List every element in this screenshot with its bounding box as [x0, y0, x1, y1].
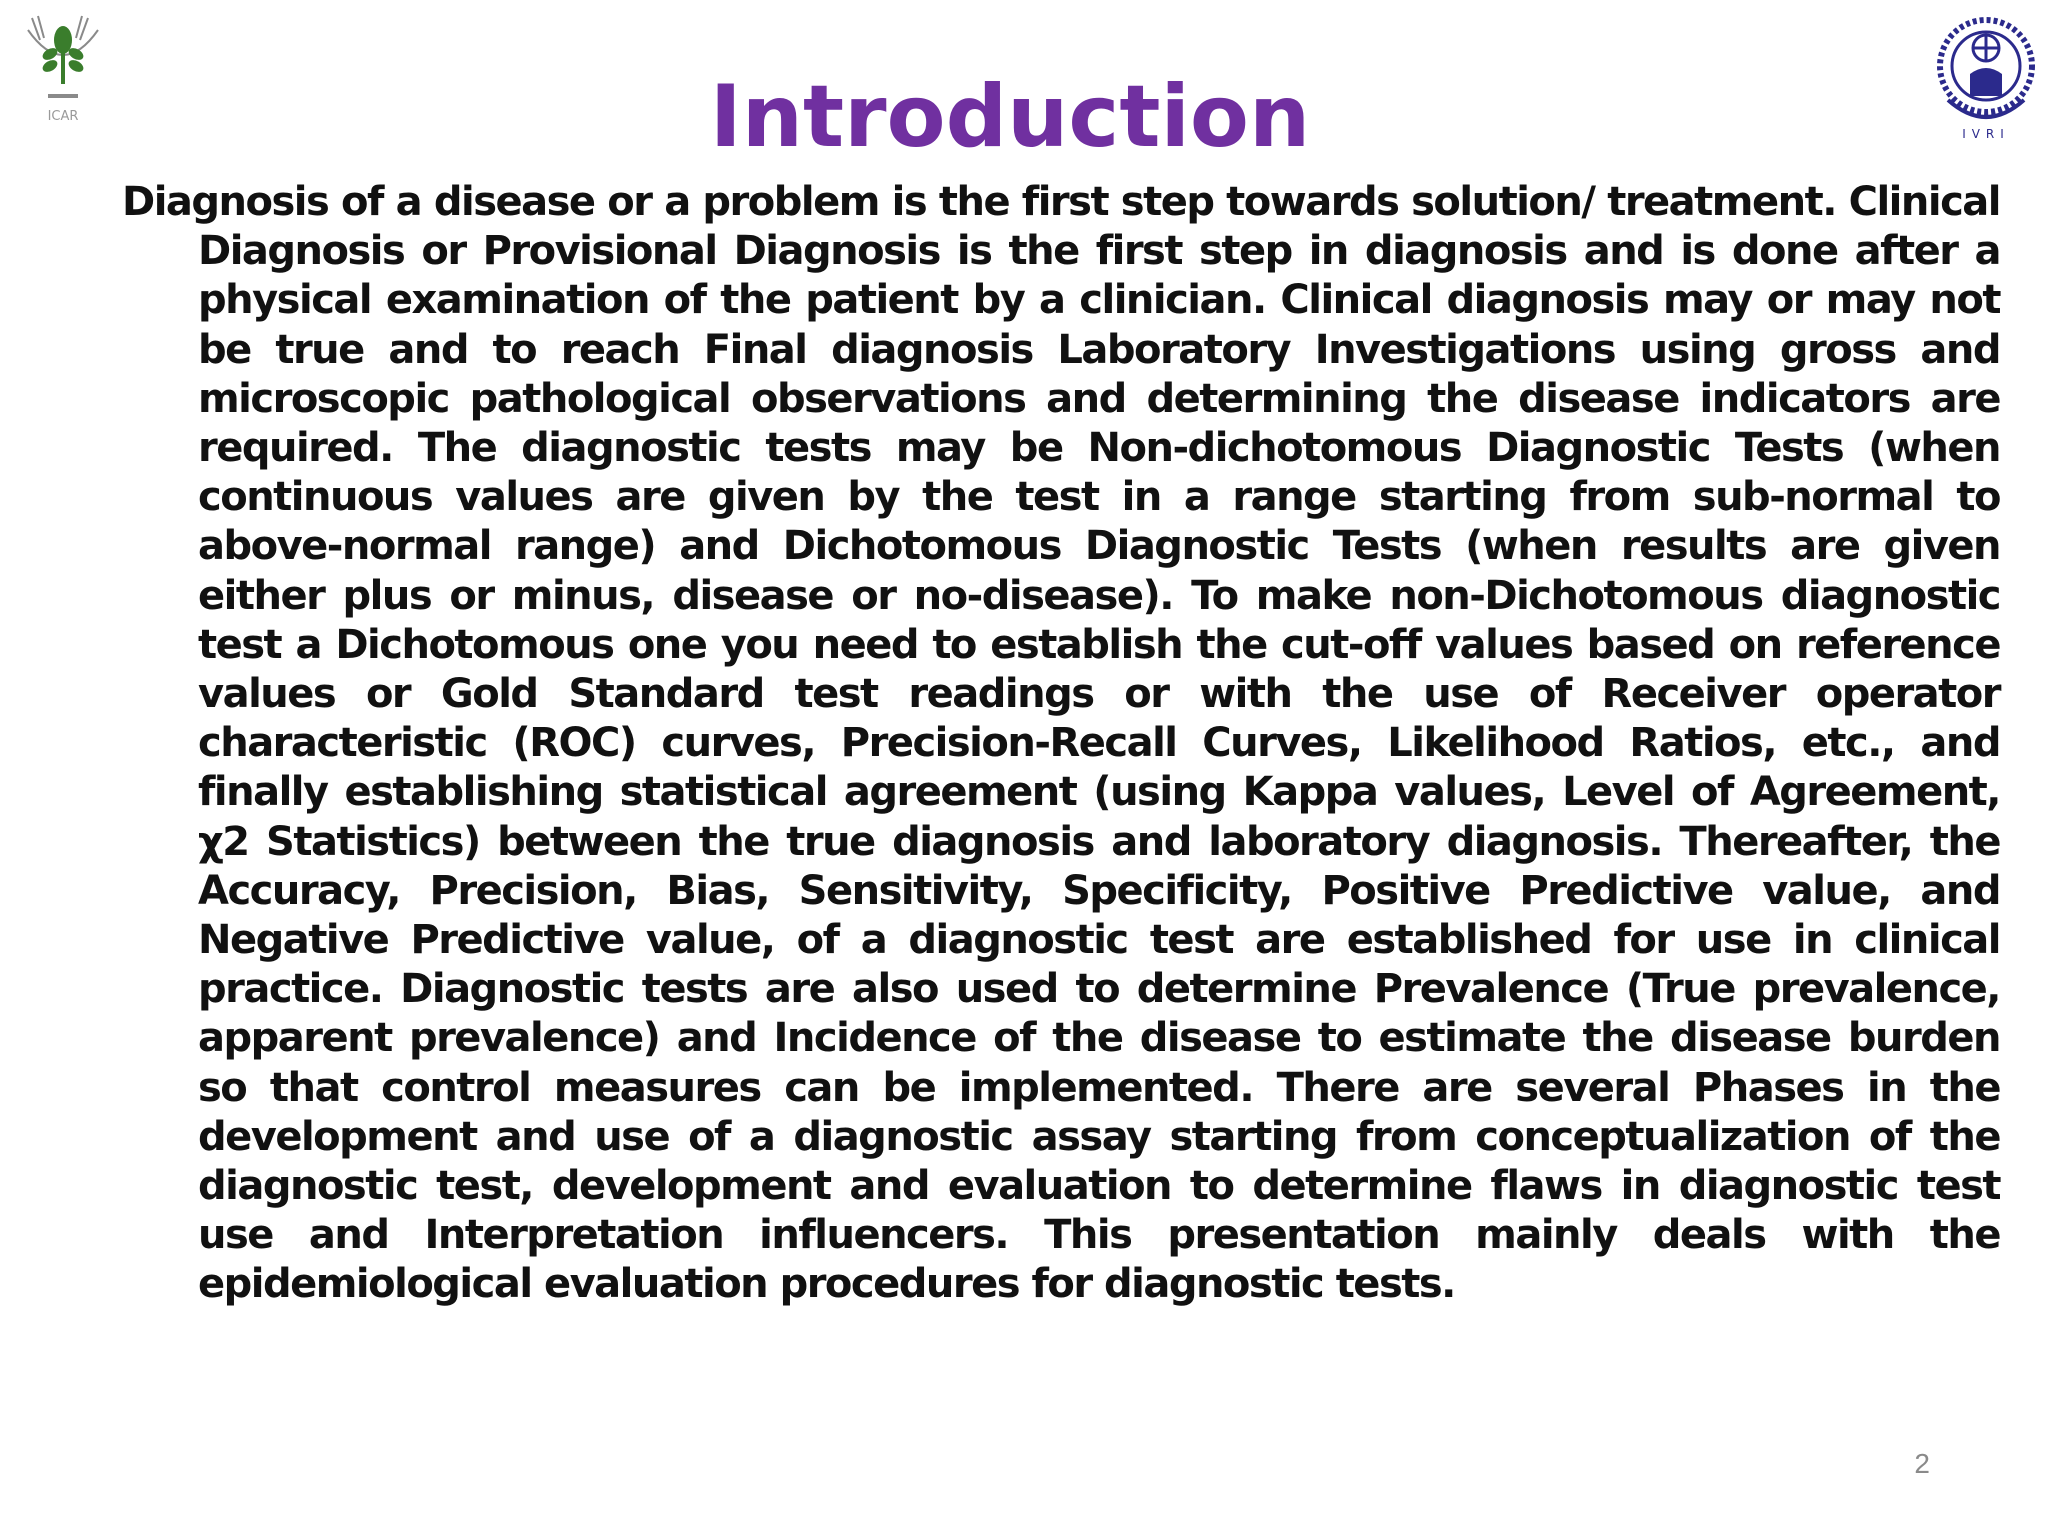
slide-body-paragraph: Diagnosis of a disease or a problem is the first step towards solution/ treatment. Clinical Diagnosis or Provisional Diagnosis is the first step in diagnosis and is done after a physical examination of the patient by a clinician. Clinical diagnosis may or may not be true and to reach Final diagnosis Laboratory Investigations using gross and microscopic pathological observations and determining the disease indicators are required. The diagnostic tests may be Non-dichotomous Diagnostic Tests (when continuous values are given by the test in a range starting from sub-normal to above-normal range) and Dichotomous Diagnostic Tests (when results are given either plus or minus, disease or no-disease). To make non-Dichotomous diagnostic test a Dichotomous one you need to establish the cut-off values based on reference values or Gold Standard test readings or with the use of Receiver operator characteristic (ROC) curves, Precision-Recall Curves, Likelihood Ratios, etc., and finally establishing statistical agreement (using Kappa values, Level of Agreement, χ2 Statistics) between the true diagnosis and laboratory diagnosis. Thereafter, the Accuracy, Precision, Bias, Sensitivity, Specificity, Positive Predictive value, and Negative Predictive value, of a diagnostic test are established for use in clinical practice. Diagnostic tests are also used to determine Prevalence (True prevalence, apparent prevalence) and Incidence of the disease to estimate the disease burden so that control measures can be implemented. There are several Phases in the development and use of a diagnostic assay starting from conceptualization of the diagnostic test, development and evaluation to determine flaws in diagnostic test use and Interpretation influencers. This presentation mainly deals with the epidemiological evaluation procedures for diagnostic tests.: [122, 179, 2000, 1308]
icar-caption: ICAR: [47, 109, 79, 124]
page-number: 2: [1914, 1448, 1930, 1479]
ivri-caption: IVRI: [1962, 127, 2010, 141]
slide-title: Introduction: [709, 67, 1311, 167]
